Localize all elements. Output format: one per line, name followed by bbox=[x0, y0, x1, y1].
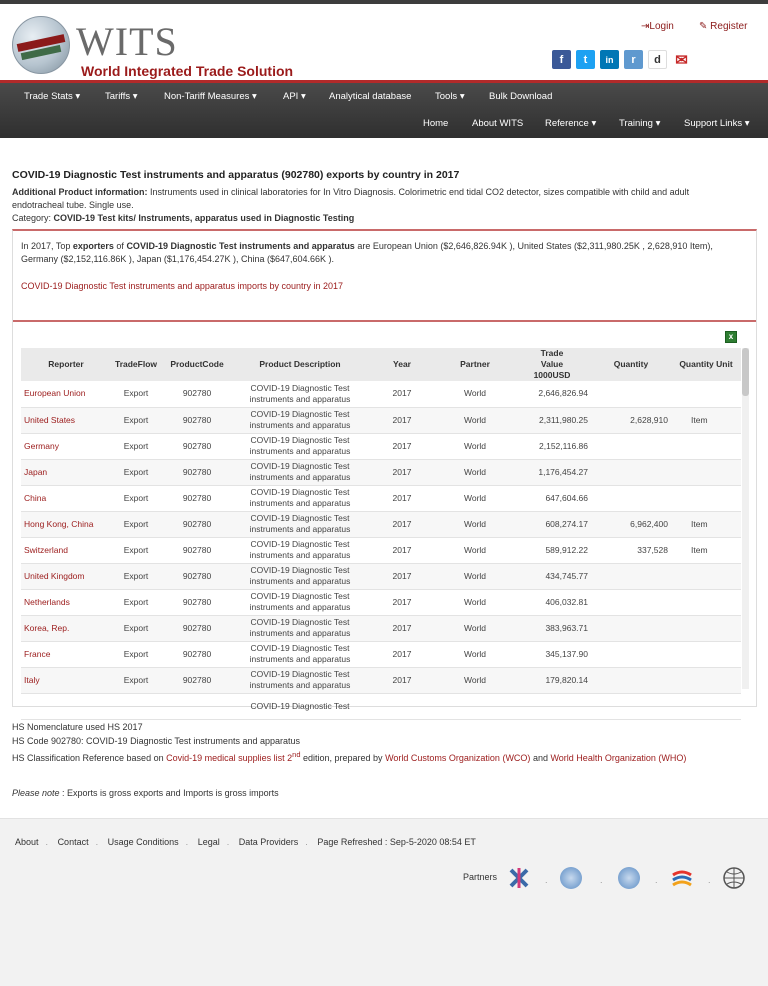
table-row bbox=[21, 511, 741, 537]
unctad-partner-logo[interactable] bbox=[560, 867, 582, 889]
imports-link[interactable]: COVID-19 Diagnostic Test instruments and apparatus imports by country in 2017 bbox=[21, 281, 343, 291]
table-row bbox=[21, 459, 741, 485]
cell-year: 2017 bbox=[367, 667, 437, 693]
cell-reporter[interactable]: France bbox=[21, 641, 111, 667]
cell-quantity bbox=[591, 563, 671, 589]
table-row bbox=[21, 589, 741, 615]
product-info bbox=[12, 186, 742, 212]
cell-quantity-unit bbox=[671, 433, 741, 459]
cell-year bbox=[367, 693, 437, 719]
cell-partner: World bbox=[437, 589, 513, 615]
cell-year: 2017 bbox=[367, 641, 437, 667]
hs-reference-line: HS Classification Reference based on Covid-19 medical supplies list 2nd edition, prepared by World Customs Organization (WCO) and World Health Organization (WHO) bbox=[12, 750, 687, 763]
partners-label: Partners bbox=[463, 872, 498, 882]
cell-partner: World bbox=[437, 485, 513, 511]
cell-quantity-unit: Item bbox=[671, 511, 741, 537]
nav-analytical-database[interactable]: Analytical database bbox=[329, 91, 412, 102]
col-product-description[interactable]: Product Description bbox=[233, 348, 367, 381]
nav-non-tariff-measures[interactable]: Non-Tariff Measures ▾ bbox=[164, 91, 257, 102]
cell-tradeflow: Export bbox=[111, 615, 161, 641]
cell-quantity-unit bbox=[671, 667, 741, 693]
nav-trade-stats[interactable]: Trade Stats ▾ bbox=[24, 91, 81, 102]
cell-productcode: 902780 bbox=[161, 537, 233, 563]
cell-year: 2017 bbox=[367, 589, 437, 615]
summary-text: In 2017, Top exporters of COVID-19 Diagnostic Test instruments and apparatus are European Union ($2,646,826.94K ), United States ($2,311,980.25K , 2,628,910 Item), Germany ($2,152,116.86K ), Japan ($1,176,454.27K ), China ($647,604.66K ). bbox=[21, 241, 713, 264]
nav-bulk-download[interactable]: Bulk Download bbox=[489, 91, 553, 102]
table-row bbox=[21, 667, 741, 693]
table-header-row bbox=[21, 348, 741, 381]
cell-partner bbox=[437, 693, 513, 719]
cell-productcode: 902780 bbox=[161, 407, 233, 433]
cell-productcode: 902780 bbox=[161, 589, 233, 615]
cell-tradeflow: Export bbox=[111, 641, 161, 667]
footer-about[interactable]: About bbox=[15, 837, 39, 847]
cell-partner: World bbox=[437, 407, 513, 433]
cell-year: 2017 bbox=[367, 563, 437, 589]
cell-partner: World bbox=[437, 381, 513, 407]
partner-separator: . bbox=[655, 875, 658, 885]
wits-logo-text[interactable]: WITS bbox=[76, 19, 178, 64]
page-refreshed: Page Refreshed : Sep-5-2020 08:54 ET bbox=[317, 837, 476, 847]
col-productcode[interactable]: ProductCode bbox=[161, 348, 233, 381]
table-row bbox=[21, 433, 741, 459]
cell-year: 2017 bbox=[367, 615, 437, 641]
cell-partner: World bbox=[437, 667, 513, 693]
cell-year: 2017 bbox=[367, 381, 437, 407]
cell-tradeflow: Export bbox=[111, 407, 161, 433]
cell-productcode: 902780 bbox=[161, 641, 233, 667]
undp-partner-logo[interactable] bbox=[618, 867, 640, 889]
nav-tariffs[interactable]: Tariffs ▾ bbox=[105, 91, 138, 102]
table-row bbox=[21, 563, 741, 589]
cell-quantity bbox=[591, 641, 671, 667]
table-row bbox=[21, 615, 741, 641]
cell-product-description: COVID-19 Diagnostic Test instruments and apparatus bbox=[233, 563, 367, 589]
cell-trade-value: 589,912.22 bbox=[513, 537, 591, 563]
partner-separator: . bbox=[600, 875, 603, 885]
table-row bbox=[21, 693, 741, 719]
cell-product-description: COVID-19 Diagnostic Test instruments and apparatus bbox=[233, 485, 367, 511]
cell-partner: World bbox=[437, 459, 513, 485]
cell-productcode: 902780 bbox=[161, 459, 233, 485]
cell-quantity bbox=[591, 485, 671, 511]
nav-about-wits[interactable]: About WITS bbox=[472, 118, 524, 129]
cell-quantity: 6,962,400 bbox=[591, 511, 671, 537]
cell-quantity-unit bbox=[671, 589, 741, 615]
cell-tradeflow: Export bbox=[111, 433, 161, 459]
cell-quantity-unit: Item bbox=[671, 537, 741, 563]
cell-trade-value: 2,311,980.25 bbox=[513, 407, 591, 433]
category-label: Category: bbox=[12, 213, 54, 223]
table-row bbox=[21, 381, 741, 407]
cell-trade-value bbox=[513, 693, 591, 719]
cell-reporter[interactable]: Korea, Rep. bbox=[21, 615, 111, 641]
cell-product-description: COVID-19 Diagnostic Test instruments and apparatus bbox=[233, 641, 367, 667]
cell-quantity bbox=[591, 433, 671, 459]
hs-code-line: HS Code 902780: COVID-19 Diagnostic Test instruments and apparatus bbox=[12, 736, 300, 746]
nav-api[interactable]: API ▾ bbox=[283, 91, 306, 102]
cell-quantity: 337,528 bbox=[591, 537, 671, 563]
facebook-icon[interactable]: f bbox=[552, 50, 571, 69]
footer-contact[interactable]: Contact bbox=[57, 837, 89, 847]
login-icon: ⇥ bbox=[641, 21, 650, 32]
cell-tradeflow bbox=[111, 693, 161, 719]
wits-logo-subtitle[interactable]: World Integrated Trade Solution bbox=[81, 63, 294, 79]
cell-quantity bbox=[591, 589, 671, 615]
cell-quantity: 2,628,910 bbox=[591, 407, 671, 433]
cell-tradeflow: Export bbox=[111, 381, 161, 407]
page-title: COVID-19 Diagnostic Test instruments and apparatus (902780) exports by country in 2017 bbox=[12, 169, 460, 181]
nav-support-links[interactable]: Support Links ▾ bbox=[684, 118, 750, 129]
footer-usage-conditions[interactable]: Usage Conditions bbox=[107, 837, 179, 847]
cell-productcode bbox=[161, 693, 233, 719]
partner-separator: . bbox=[708, 875, 711, 885]
delicious-icon[interactable]: d bbox=[648, 50, 667, 69]
results-panel bbox=[12, 229, 757, 711]
col-quantity[interactable]: Quantity bbox=[591, 348, 671, 381]
cell-quantity-unit bbox=[671, 641, 741, 667]
footer-legal[interactable]: Legal bbox=[197, 837, 220, 847]
cell-year: 2017 bbox=[367, 511, 437, 537]
social-icons bbox=[552, 50, 691, 69]
cell-reporter[interactable]: Japan bbox=[21, 459, 111, 485]
trade-table bbox=[21, 348, 741, 720]
hs-nomenclature: HS Nomenclature used HS 2017 bbox=[12, 722, 143, 732]
nav-home[interactable]: Home bbox=[423, 118, 449, 129]
cell-product-description: COVID-19 Diagnostic Test instruments and apparatus bbox=[233, 433, 367, 459]
footer-data-providers[interactable]: Data Providers bbox=[238, 837, 299, 847]
cell-tradeflow: Export bbox=[111, 589, 161, 615]
cell-quantity bbox=[591, 459, 671, 485]
cell-reporter[interactable]: United States bbox=[21, 407, 111, 433]
table-row bbox=[21, 537, 741, 563]
cell-product-description: COVID-19 Diagnostic Test instruments and apparatus bbox=[233, 407, 367, 433]
cell-productcode: 902780 bbox=[161, 615, 233, 641]
col-quantity-unit[interactable]: Quantity Unit bbox=[671, 348, 741, 381]
cell-partner: World bbox=[437, 615, 513, 641]
table-row bbox=[21, 641, 741, 667]
cell-product-description: COVID-19 Diagnostic Test instruments and apparatus bbox=[233, 589, 367, 615]
nav-tools[interactable]: Tools ▾ bbox=[435, 91, 465, 102]
cell-reporter[interactable] bbox=[21, 693, 111, 719]
main-nav bbox=[0, 83, 768, 138]
col-tradeflow[interactable]: TradeFlow bbox=[111, 348, 161, 381]
table-row bbox=[21, 407, 741, 433]
twitter-icon[interactable]: t bbox=[576, 50, 595, 69]
cell-productcode: 902780 bbox=[161, 485, 233, 511]
table-scrollbar[interactable] bbox=[742, 348, 749, 689]
cell-quantity bbox=[591, 381, 671, 407]
cell-quantity bbox=[591, 693, 671, 719]
cell-trade-value: 647,604.66 bbox=[513, 485, 591, 511]
cell-tradeflow: Export bbox=[111, 537, 161, 563]
cell-quantity-unit bbox=[671, 459, 741, 485]
cell-productcode: 902780 bbox=[161, 511, 233, 537]
panel-divider bbox=[13, 320, 756, 322]
login-link[interactable]: ⇥Login bbox=[641, 21, 674, 32]
cell-reporter[interactable]: Germany bbox=[21, 433, 111, 459]
edit-icon: ✎ bbox=[699, 21, 711, 32]
cell-partner: World bbox=[437, 511, 513, 537]
cell-trade-value: 345,137.90 bbox=[513, 641, 591, 667]
cell-trade-value: 406,032.81 bbox=[513, 589, 591, 615]
cell-productcode: 902780 bbox=[161, 667, 233, 693]
footer-links: About . Contact . Usage Conditions . Legal . Data Providers . Page Refreshed : Sep-5-2020 08:54 ET bbox=[15, 837, 476, 847]
product-info-text: Instruments used in clinical laboratories for In Vitro Diagnosis. Colorimetric end tidal CO2 detector, sizes compatible with child and adult endotracheal tube. Single use. bbox=[12, 187, 690, 210]
cell-tradeflow: Export bbox=[111, 511, 161, 537]
cell-product-description: COVID-19 Diagnostic Test instruments and apparatus bbox=[233, 381, 367, 407]
notes-block bbox=[12, 720, 686, 765]
register-link[interactable]: ✎ Register bbox=[699, 21, 748, 32]
please-note: Please note : Exports is gross exports and Imports is gross imports bbox=[12, 788, 279, 798]
nav-training[interactable]: Training ▾ bbox=[619, 118, 661, 129]
category-line bbox=[12, 213, 354, 223]
cell-trade-value: 383,963.71 bbox=[513, 615, 591, 641]
site-header bbox=[0, 4, 768, 82]
cell-reporter[interactable]: European Union bbox=[21, 381, 111, 407]
cell-reporter[interactable]: Netherlands bbox=[21, 589, 111, 615]
cell-quantity-unit bbox=[671, 615, 741, 641]
cell-tradeflow: Export bbox=[111, 459, 161, 485]
cell-tradeflow: Export bbox=[111, 563, 161, 589]
table-row bbox=[21, 485, 741, 511]
cell-reporter[interactable]: Switzerland bbox=[21, 537, 111, 563]
site-footer bbox=[0, 818, 768, 986]
partner-separator: . bbox=[545, 875, 548, 885]
world-bank-partner-logo[interactable] bbox=[723, 867, 745, 889]
cell-trade-value: 434,745.77 bbox=[513, 563, 591, 589]
cell-quantity-unit bbox=[671, 485, 741, 511]
cell-tradeflow: Export bbox=[111, 485, 161, 511]
cell-year: 2017 bbox=[367, 459, 437, 485]
wits-globe-logo[interactable] bbox=[12, 16, 70, 74]
who-link[interactable]: World Health Organization (WHO) bbox=[550, 753, 687, 763]
col-reporter[interactable]: Reporter bbox=[21, 348, 111, 381]
cell-partner: World bbox=[437, 641, 513, 667]
cell-year: 2017 bbox=[367, 485, 437, 511]
cell-partner: World bbox=[437, 563, 513, 589]
cell-trade-value: 2,646,826.94 bbox=[513, 381, 591, 407]
nav-reference[interactable]: Reference ▾ bbox=[545, 118, 597, 129]
email-icon[interactable]: ✉ bbox=[672, 50, 691, 69]
cell-trade-value: 608,274.17 bbox=[513, 511, 591, 537]
cell-trade-value: 2,152,116.86 bbox=[513, 433, 591, 459]
cell-year: 2017 bbox=[367, 407, 437, 433]
cell-year: 2017 bbox=[367, 433, 437, 459]
linkedin-icon[interactable]: in bbox=[600, 50, 619, 69]
cell-quantity-unit bbox=[671, 381, 741, 407]
wto-partner-logo[interactable] bbox=[671, 867, 693, 889]
cell-tradeflow: Export bbox=[111, 667, 161, 693]
cell-quantity bbox=[591, 667, 671, 693]
cell-partner: World bbox=[437, 433, 513, 459]
product-info-label: Additional Product information: bbox=[12, 187, 148, 197]
cell-product-description: COVID-19 Diagnostic Test instruments and apparatus bbox=[233, 459, 367, 485]
cell-quantity-unit bbox=[671, 693, 741, 719]
cell-product-description: COVID-19 Diagnostic Test bbox=[233, 693, 367, 719]
cell-productcode: 902780 bbox=[161, 381, 233, 407]
reddit-icon[interactable]: r bbox=[624, 50, 643, 69]
cell-reporter[interactable]: United Kingdom bbox=[21, 563, 111, 589]
cell-reporter[interactable]: China bbox=[21, 485, 111, 511]
cell-year: 2017 bbox=[367, 537, 437, 563]
cell-quantity bbox=[591, 615, 671, 641]
col-partner[interactable]: Partner bbox=[437, 348, 513, 381]
scrollbar-thumb[interactable] bbox=[742, 348, 749, 396]
cell-quantity-unit bbox=[671, 563, 741, 589]
excel-download-icon[interactable]: x bbox=[725, 331, 737, 343]
cell-quantity-unit: Item bbox=[671, 407, 741, 433]
cell-reporter[interactable]: Hong Kong, China bbox=[21, 511, 111, 537]
cell-reporter[interactable]: Italy bbox=[21, 667, 111, 693]
cell-productcode: 902780 bbox=[161, 563, 233, 589]
covid-list-link[interactable]: Covid-19 medical supplies list 2nd bbox=[166, 750, 301, 763]
col-year[interactable]: Year bbox=[367, 348, 437, 381]
cell-product-description: COVID-19 Diagnostic Test instruments and apparatus bbox=[233, 667, 367, 693]
cell-trade-value: 179,820.14 bbox=[513, 667, 591, 693]
wco-link[interactable]: World Customs Organization (WCO) bbox=[385, 753, 531, 763]
cell-product-description: COVID-19 Diagnostic Test instruments and apparatus bbox=[233, 511, 367, 537]
cell-product-description: COVID-19 Diagnostic Test instruments and apparatus bbox=[233, 537, 367, 563]
col-trade-value[interactable]: Trade Value 1000USD bbox=[513, 348, 591, 381]
trade-table-wrapper[interactable] bbox=[21, 348, 749, 711]
cell-productcode: 902780 bbox=[161, 433, 233, 459]
itc-partner-logo[interactable] bbox=[508, 867, 530, 889]
category-value: COVID-19 Test kits/ Instruments, apparatus used in Diagnostic Testing bbox=[53, 213, 355, 223]
cell-trade-value: 1,176,454.27 bbox=[513, 459, 591, 485]
cell-partner: World bbox=[437, 537, 513, 563]
cell-product-description: COVID-19 Diagnostic Test instruments and apparatus bbox=[233, 615, 367, 641]
